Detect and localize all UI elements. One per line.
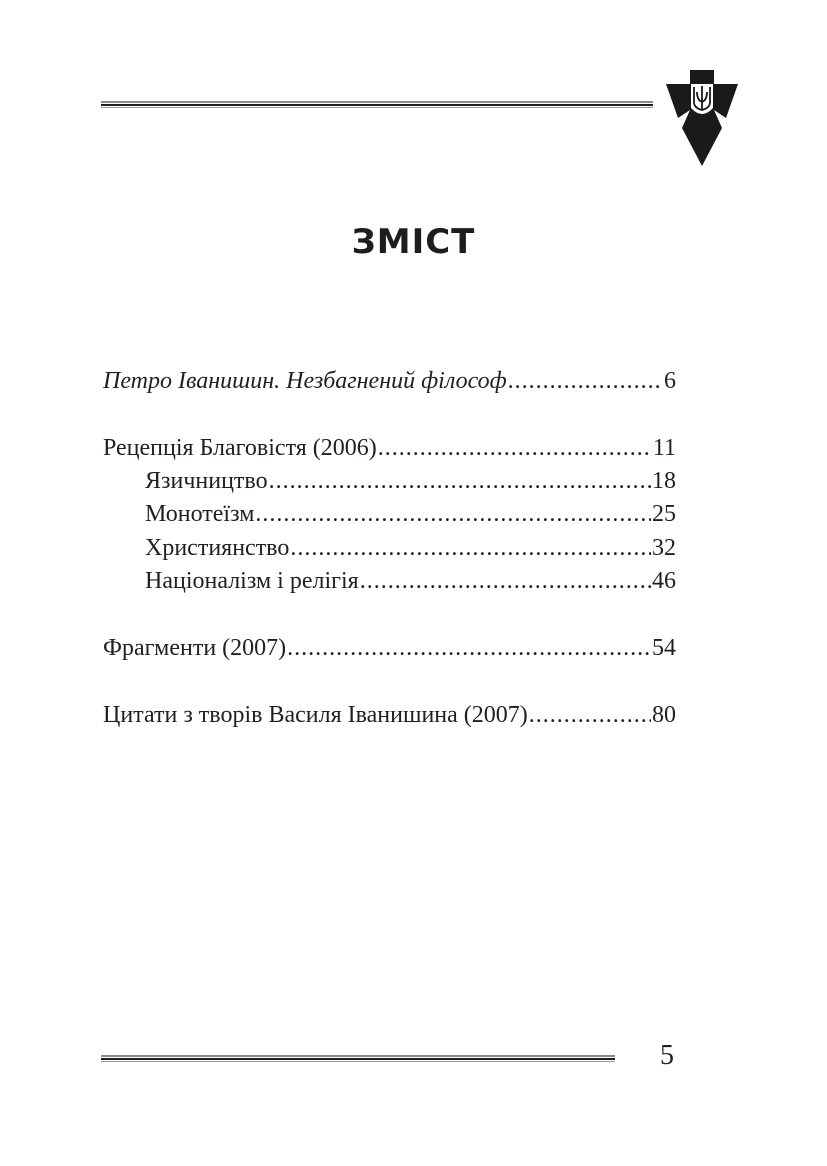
page-title: ЗМІСТ xyxy=(351,222,476,262)
toc-entry-page: 25 xyxy=(652,501,676,527)
toc-entry-label: Язичництво xyxy=(145,468,268,494)
toc-entry-page: 80 xyxy=(652,702,676,728)
toc-entry-page: 11 xyxy=(652,435,676,461)
toc-entry-subsection[interactable] xyxy=(145,499,676,529)
toc-entry-label: Фрагменти (2007) xyxy=(103,635,287,661)
toc-leader-dots xyxy=(378,433,652,463)
toc-entry-section[interactable] xyxy=(103,433,676,463)
header-double-rule xyxy=(101,101,653,108)
toc-entry-subsection[interactable] xyxy=(145,466,676,496)
toc-entry-section[interactable] xyxy=(103,633,676,663)
toc-entry-page: 6 xyxy=(664,368,676,394)
toc-leader-dots xyxy=(255,499,651,529)
toc-entry-label: Петро Іванишин. Незбагнений філософ xyxy=(103,368,507,394)
toc-entry-page: 18 xyxy=(652,468,676,494)
toc-leader-dots xyxy=(290,533,651,563)
toc-leader-dots xyxy=(287,633,651,663)
toc-entry-subsection[interactable] xyxy=(145,566,676,596)
toc-leader-dots xyxy=(269,466,651,496)
toc-entry-page: 32 xyxy=(652,535,676,561)
toc-entry-page: 46 xyxy=(652,568,676,594)
toc-entry-label: Християнство xyxy=(145,535,290,561)
toc-entry-label: Націоналізм і релігія xyxy=(145,568,359,594)
toc-entry-label: Цитати з творів Василя Іванишина (2007) xyxy=(103,702,528,728)
tryzub-emblem-icon xyxy=(666,70,738,166)
toc-leader-dots xyxy=(508,366,663,396)
toc-entry-section[interactable] xyxy=(103,700,676,730)
toc-entry-preface[interactable] xyxy=(103,366,676,396)
toc-entry-label: Рецепція Благовістя (2006) xyxy=(103,435,377,461)
toc-entry-label: Монотеїзм xyxy=(145,501,255,527)
toc-leader-dots xyxy=(360,566,651,596)
page-number: 5 xyxy=(660,1040,674,1071)
toc-entry-subsection[interactable] xyxy=(145,533,676,563)
toc-leader-dots xyxy=(529,700,651,730)
toc-entry-page: 54 xyxy=(652,635,676,661)
footer-double-rule xyxy=(101,1055,615,1062)
